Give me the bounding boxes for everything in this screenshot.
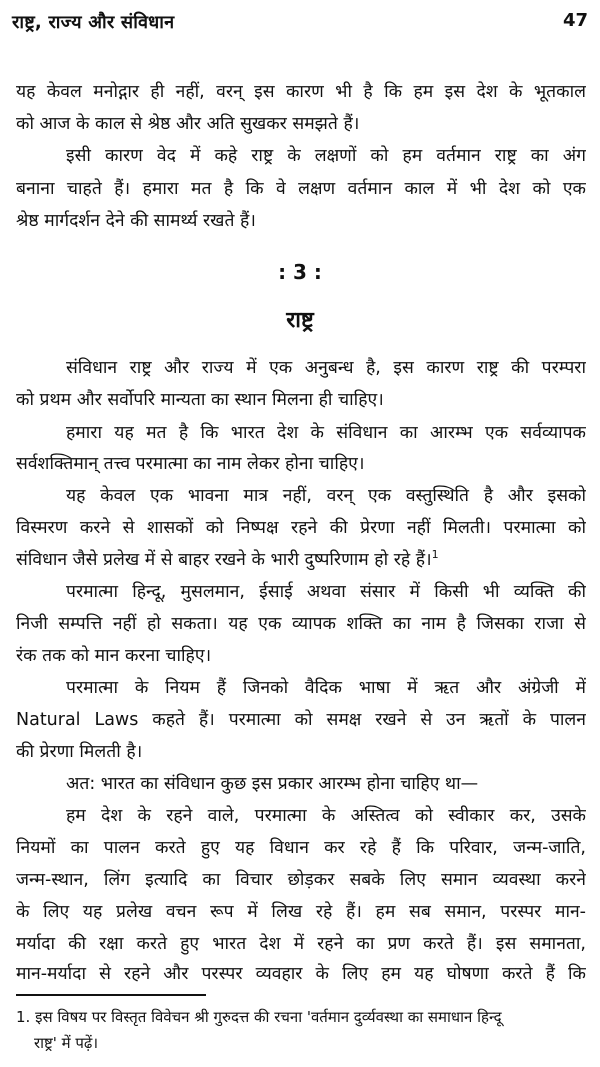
body-line: को आज के काल से श्रेष्ठ और अति सुखकर समझते हैं।	[16, 114, 360, 134]
section-title: राष्ट्र	[286, 308, 314, 333]
body-line: की प्रेरणा मिलती है।	[16, 742, 143, 762]
body-line: को प्रथम और सर्वोपरि मान्यता का स्थान मिलना ही चाहिए।	[16, 390, 384, 410]
body-line: मान-मर्यादा से रहने और परस्पर व्यवहार के लिए हम यह घोषणा करते हैं कि	[16, 964, 586, 984]
footnote-line: 1. इस विषय पर विस्तृत विवेचन श्री गुरुदत्त की रचना 'वर्तमान दुर्व्यवस्था का समाधान हिन्दू	[16, 1008, 502, 1026]
body-line: श्रेष्ठ मार्गदर्शन देने की सामर्थ्य रखते हैं।	[16, 211, 256, 231]
body-line: नियमों का पालन करते हुए यह विधान कर रहे हैं कि परिवार, जन्म-जाति,	[16, 838, 586, 858]
body-line: अत: भारत का संविधान कुछ इस प्रकार आरम्भ होना चाहिए था—	[66, 774, 479, 794]
body-line: निजी सम्पत्ति नहीं हो सकता। यह एक व्यापक शक्ति का नाम है जिसका राजा से	[16, 614, 586, 634]
body-line-text: संविधान जैसे प्रलेख में से बाहर रखने के भारी दुष्परिणाम हो रहे हैं।	[16, 550, 432, 570]
footnote-divider	[16, 994, 206, 996]
body-line: संविधान राष्ट्र और राज्य में एक अनुबन्ध है, इस कारण राष्ट्र की परम्परा	[66, 358, 586, 378]
body-line: परमात्मा के नियम हैं जिनको वैदिक भाषा में ऋत और अंग्रेजी में	[66, 678, 586, 698]
body-line: मर्यादा की रक्षा करते हुए भारत देश में रहने का प्रण करते हैं। इस समानता,	[16, 934, 586, 954]
body-line: इसी कारण वेद में कहे राष्ट्र के लक्षणों को हम वर्तमान राष्ट्र का अंग	[66, 146, 586, 166]
page-header	[12, 10, 588, 38]
body-line: Natural Laws कहते हैं। परमात्मा को समक्ष रखने से उन ऋतों के पालन	[16, 710, 586, 730]
running-title: राष्ट्र, राज्य और संविधान	[12, 12, 175, 33]
footnote-line: राष्ट्र' में पढ़ें।	[34, 1034, 99, 1052]
body-line: यह केवल मनोद्गार ही नहीं, वरन् इस कारण भी है कि हम इस देश के भूतकाल	[16, 82, 586, 102]
body-line: जन्म-स्थान, लिंग इत्यादि का विचार छोड़कर सबके लिए समान व्यवस्था करने	[16, 870, 586, 890]
body-line: विस्मरण करने से शासकों को निष्पक्ष रहने की प्रेरणा नहीं मिलती। परमात्मा को	[16, 518, 586, 538]
body-line: रंक तक को मान करना चाहिए।	[16, 646, 212, 666]
body-line: परमात्मा हिन्दू, मुसलमान, ईसाई अथवा संसार में किसी भी व्यक्ति की	[66, 582, 586, 602]
body-line	[16, 548, 586, 573]
body-line: हमारा यह मत है कि भारत देश के संविधान का आरम्भ एक सर्वव्यापक	[66, 423, 586, 443]
body-line: के लिए यह प्रलेख वचन रूप में लिख रहे हैं। हम सब समान, परस्पर मान-	[16, 902, 586, 922]
page-number: 47	[562, 10, 588, 31]
footnote-reference[interactable]: 1	[431, 548, 439, 562]
body-line: हम देश के रहने वाले, परमात्मा के अस्तित्व को स्वीकार कर, उसके	[66, 806, 586, 826]
section-number: : 3 :	[278, 260, 322, 284]
body-line: बनाना चाहते हैं। हमारा मत है कि वे लक्षण वर्तमान काल में भी देश को एक	[16, 179, 586, 199]
body-line: यह केवल एक भावना मात्र नहीं, वरन् एक वस्तुस्थिति है और इसको	[66, 486, 586, 506]
body-line: सर्वशक्तिमान् तत्त्व परमात्मा का नाम लेकर होना चाहिए।	[16, 454, 365, 474]
